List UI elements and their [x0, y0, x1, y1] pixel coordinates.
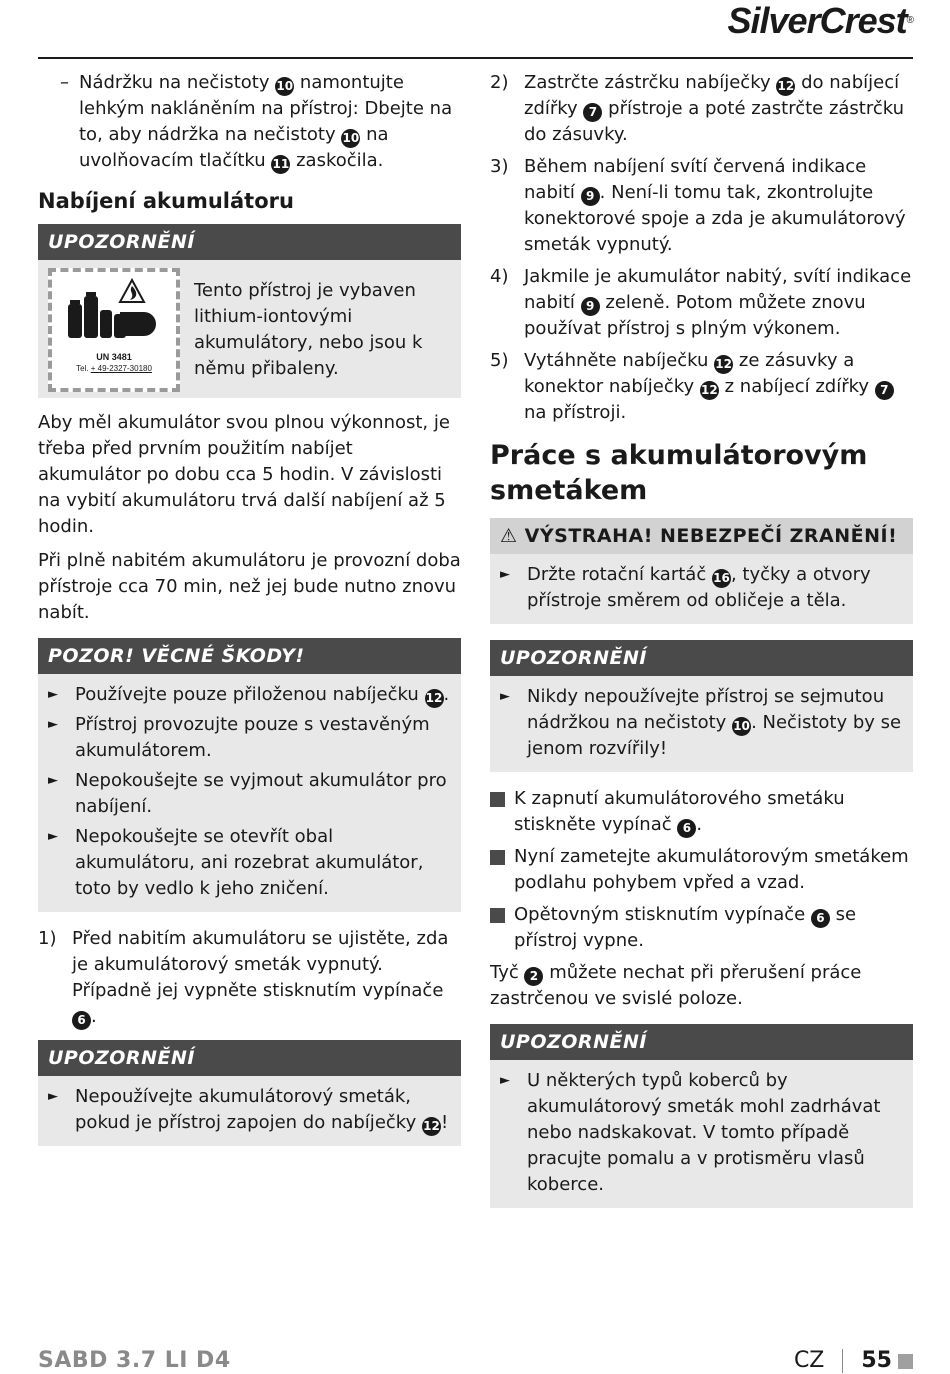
- dash-mark: –: [60, 72, 69, 93]
- bullet-item: Nyní zametejte akumulátorovým smetákem podlahu pohybem vpřed a vzad.: [490, 844, 913, 896]
- warning-box-injury: [490, 518, 913, 624]
- ref-number-badge: 6: [72, 1011, 91, 1030]
- ref-number-badge: 11: [271, 155, 290, 174]
- bullet-item: Opětovným stisknutím vypínače 6 se přístroj vypne.: [490, 902, 913, 954]
- list-item: ► Nepokoušejte se otevřít obal akumulátoru, ani rozebrat akumulátor, toto by vedlo k jeho zničení.: [48, 826, 424, 899]
- arrow-icon: ►: [500, 1073, 510, 1088]
- footer-model-number: SABD 3.7 LI D4: [38, 1348, 231, 1373]
- warning-title: ⚠ VÝSTRAHA! NEBEZPEČÍ ZRANĚNÍ!: [490, 518, 913, 554]
- brand-logo: SilverCrest®: [727, 0, 913, 41]
- arrow-icon: ►: [500, 567, 510, 582]
- section-heading-charging: Nabíjení akumulátoru: [38, 189, 294, 213]
- square-bullet-icon: [490, 908, 505, 923]
- ref-number-badge: 9: [581, 297, 600, 316]
- list-item: ► Nikdy nepoužívejte přístroj se sejmutou nádržkou na nečistoty 10. Nečistoty by se jenom rozvířily!: [500, 686, 902, 759]
- ref-number-badge: 6: [811, 909, 830, 928]
- ref-number-badge: 6: [677, 819, 696, 838]
- ref-number-badge: 7: [583, 103, 602, 122]
- ref-number-badge: 12: [700, 381, 719, 400]
- notice-title: UPOZORNĚNÍ: [38, 224, 461, 260]
- instruction-dash-item: – Nádržku na nečistoty 10 namontujte lehkým nakláněním na přístroj: Dbejte na to, aby nádržka na nečistoty 10 na uvolňovacím tlačítku 11 zaskočila.: [38, 70, 461, 174]
- list-item: ► Používejte pouze přiloženou nabíječku 12.: [48, 682, 451, 708]
- arrow-icon: ►: [500, 689, 510, 704]
- ref-number-badge: 12: [425, 689, 444, 708]
- numbered-step: 2) Zastrčte zástrčku nabíječky 12 do nabíjecí zdířky 7 přístroje a poté zastrčte zástrčku do zásuvky.: [490, 72, 905, 145]
- ref-number-badge: 10: [341, 129, 360, 148]
- numbered-step: 5) Vytáhněte nabíječku 12 ze zásuvky a konektor nabíječky 12 z nabíjecí zdířky 7 na přístroji.: [490, 348, 913, 426]
- arrow-icon: ►: [48, 717, 58, 732]
- caution-box-property-damage: [38, 638, 461, 912]
- notice-box-dust-container: [490, 640, 913, 772]
- footer-square-icon: [898, 1354, 913, 1369]
- ref-number-badge: 10: [275, 77, 294, 96]
- arrow-icon: ►: [48, 773, 58, 788]
- bullet-item: K zapnutí akumulátorového smetáku stiskněte vypínač 6 .: [490, 786, 913, 838]
- list-item: ► Držte rotační kartáč 16, tyčky a otvory přístroje směrem od obličeje a těla.: [500, 564, 871, 611]
- ref-number-badge: 7: [875, 381, 894, 400]
- caution-title: POZOR! VĚCNÉ ŠKODY!: [38, 638, 461, 674]
- section-heading-work: Práce s akumulátorovým smetákem: [490, 440, 868, 506]
- paragraph-rod: Tyč 2 můžete nechat při přerušení práce zastrčenou ve svislé poloze.: [490, 962, 862, 1009]
- notice-box-charger: [38, 1040, 461, 1146]
- paragraph-runtime: Při plně nabitém akumulátoru je provozní doba přístroje cca 70 min, než jej bude nutno znovu nabít.: [38, 550, 461, 623]
- footer-language: CZ: [793, 1348, 825, 1373]
- ref-number-badge: 9: [581, 187, 600, 206]
- notice-title: UPOZORNĚNÍ: [38, 1040, 461, 1076]
- numbered-step: 4) Jakmile je akumulátor nabitý, svítí indikace nabití 9 zeleně. Potom můžete znovu používat přístroj s plným výkonem.: [490, 266, 912, 339]
- list-item: ► Nepokoušejte se vyjmout akumulátor pro nabíjení.: [48, 770, 447, 817]
- ref-number-badge: 2: [524, 967, 543, 986]
- list-item: ► U některých typů koberců by akumulátorový smeták mohl zadrhávat nebo nadskakovat. V tomto případě pracujte pomalu a v protisměru vlasů koberce.: [500, 1070, 881, 1195]
- list-item: ► Nepoužívejte akumulátorový smeták, pokud je přístroj zapojen do nabíječky 12!: [48, 1084, 451, 1136]
- list-item: ► Přístroj provozujte pouze s vestavěným akumulátorem.: [48, 714, 430, 761]
- square-bullet-icon: [490, 850, 505, 865]
- left-column: [38, 70, 461, 1158]
- arrow-icon: ►: [48, 687, 58, 702]
- numbered-step: 3) Během nabíjení svítí červená indikace nabití 9 . Není-li tomu tak, zkontrolujte konektorové spoje a zda je akumulátorový smeták vypnutý.: [490, 156, 906, 255]
- notice-title: UPOZORNĚNÍ: [490, 1024, 913, 1060]
- header-rule: [38, 57, 913, 59]
- footer-page-info: [794, 1348, 913, 1374]
- lithium-battery-label-icon: UN 3481 Tel. + 49-2327-30180: [48, 268, 180, 392]
- ref-number-badge: 12: [714, 355, 733, 374]
- square-bullet-icon: [490, 792, 505, 807]
- right-column: [490, 70, 913, 1220]
- numbered-step: 1) Před nabitím akumulátoru se ujistěte, zda je akumulátorový smeták vypnutý. Případně jej vypněte stisknutím vypínače 6 .: [38, 926, 461, 1030]
- paragraph-first-charge: Aby měl akumulátor svou plnou výkonnost, je třeba před prvním použitím nabíjet akumulátor po dobu cca 5 hodin. V závislosti na vybití akumulátoru trvá další nabíjení až 5 hodin.: [38, 412, 450, 537]
- notice-box-carpets: [490, 1024, 913, 1208]
- warning-triangle-icon: ⚠: [500, 525, 518, 547]
- page-number: 55: [861, 1348, 892, 1373]
- arrow-icon: ►: [48, 829, 58, 844]
- ref-number-badge: 16: [712, 569, 731, 588]
- ref-number-badge: 12: [776, 77, 795, 96]
- notice-text: Tento přístroj je vybaven lithium-iontovými akumulátory, nebo jsou k němu přibaleny.: [194, 280, 423, 379]
- arrow-icon: ►: [48, 1089, 58, 1104]
- ref-number-badge: 10: [732, 717, 751, 736]
- ref-number-badge: 12: [422, 1117, 441, 1136]
- notice-box-battery: [38, 224, 461, 398]
- notice-title: UPOZORNĚNÍ: [490, 640, 913, 676]
- footer-divider: [842, 1349, 843, 1373]
